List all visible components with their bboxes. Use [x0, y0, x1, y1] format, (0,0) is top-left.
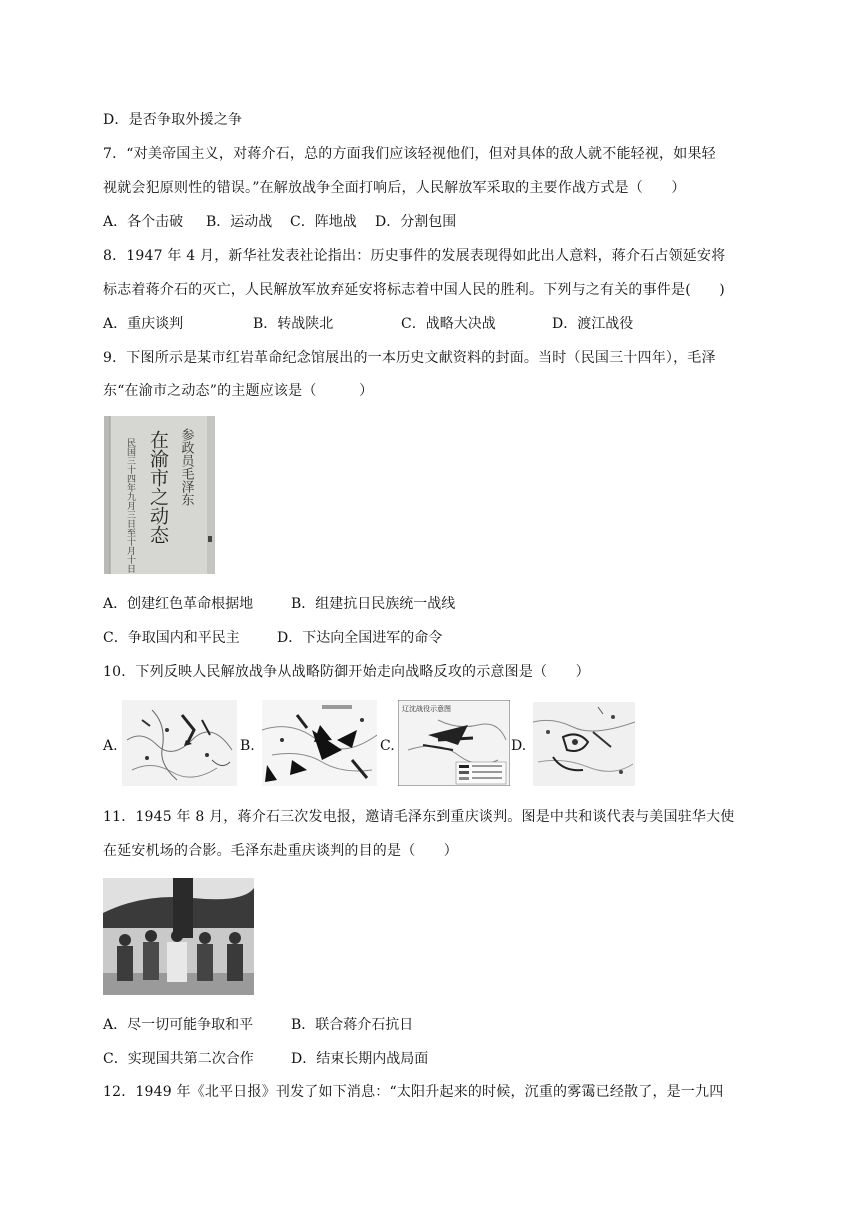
q9-option-d: D．下达向全国进军的命令: [277, 630, 443, 646]
yanan-airport-photo: [103, 878, 254, 995]
q10-label-b: B.: [240, 738, 255, 754]
q10-label-d: D.: [511, 738, 527, 754]
q10-map-d: [533, 702, 635, 786]
q7-stem-line-1: 7．“对美帝国主义，对蒋介石，总的方面我们应该轻视他们，但对具体的敌人就不能轻视，如果轻: [103, 146, 716, 162]
map-a-image: [122, 700, 237, 786]
q6-option-d: D．是否争取外援之争: [103, 112, 243, 128]
q7-options: [103, 212, 456, 232]
q9-option-a: A．创建红色革命根据地: [103, 596, 254, 612]
q9-option-b: B．组建抗日民族统一战线: [291, 596, 456, 612]
q10-map-b: [262, 700, 377, 786]
q11-options-row-1: [103, 1015, 413, 1035]
q11-option-a: A．尽一切可能争取和平: [103, 1017, 254, 1033]
q9-stem-line-2: 东“在渝市之动态”的主题应该是（ ）: [103, 383, 374, 399]
map-b-image: [262, 700, 377, 786]
q10-map-c: [398, 700, 510, 786]
q7-option-b: B．运动战: [206, 214, 273, 230]
q9-options-row-2: [103, 628, 442, 648]
q8-stem-line-1: 8．1947 年 4 月，新华社发表社论指出：历史事件的发展表现得如此出人意料，蒋介石占领延安将: [103, 248, 726, 264]
q8-option-d: D．渡江战役: [552, 316, 634, 332]
q12-stem-line-1: 12．1949 年《北平日报》刊发了如下消息：“太阳升起来的时候，沉重的雾霭已经散了，是一九四: [103, 1084, 724, 1100]
q7-stem-line-2: 视就会犯原则性的错误。”在解放战争全面打响后，人民解放军采取的主要作战方式是（ ）: [103, 180, 686, 196]
q10-stem: 10．下列反映人民解放战争从战略防御开始走向战略反攻的示意图是（ ）: [103, 664, 590, 680]
q8-option-b: B．转战陕北: [253, 316, 334, 332]
q11-stem-line-2: 在延安机场的合影。毛泽东赴重庆谈判的目的是（ ）: [103, 843, 458, 859]
q11-option-b: B．联合蒋介石抗日: [291, 1017, 414, 1033]
q7-option-c: C．阵地战: [290, 214, 357, 230]
q8-stem-line-2: 标志着蒋介石的灭亡，人民解放军放弃延安将标志着中国人民的胜利。下列与之有关的事件是( ): [103, 282, 725, 298]
map-d-image: [533, 702, 635, 786]
q7-option-a: A．各个击破: [103, 214, 184, 230]
q10-label-c: C.: [380, 738, 395, 754]
cover-col-2: 在渝市之动态: [147, 430, 169, 544]
cover-col-1: 参政员毛泽东: [178, 428, 194, 506]
q9-options-row-1: [103, 594, 455, 614]
q8-option-a: A．重庆谈判: [103, 316, 184, 332]
document-cover-photo: [104, 416, 215, 574]
q11-options-row-2: [103, 1049, 428, 1069]
q11-option-d: D．结束长期内战局面: [291, 1051, 429, 1067]
q11-option-c: C．实现国共第二次合作: [103, 1051, 254, 1067]
group-photo-image: [103, 878, 254, 995]
q10-label-a: A.: [103, 738, 118, 754]
document-cover-image: [104, 416, 215, 574]
map-c-title: 辽沈战役示意图: [402, 705, 451, 713]
q7-option-d: D．分割包围: [375, 214, 457, 230]
q11-stem-line-1: 11．1945 年 8 月，蒋介石三次发电报，邀请毛泽东到重庆谈判。图是中共和谈代表与美国驻华大使: [103, 809, 735, 825]
q8-option-c: C．战略大决战: [401, 316, 496, 332]
cover-col-3: 民国三十四年九月三日至十月十日: [125, 438, 135, 573]
q8-options: [103, 314, 633, 334]
q9-stem-line-1: 9．下图所示是某市红岩革命纪念馆展出的一本历史文献资料的封面。当时（民国三十四年），毛泽: [103, 350, 716, 366]
q10-map-a: [122, 700, 237, 786]
map-c-image: [398, 700, 510, 786]
q9-option-c: C．争取国内和平民主: [103, 630, 240, 646]
